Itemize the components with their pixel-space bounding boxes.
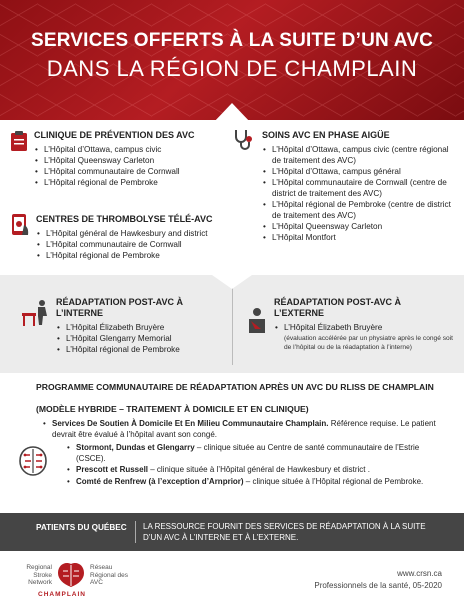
thrombolyse-block [36,214,236,261]
prevention-title: CLINIQUE DE PRÉVENTION DES AVC [34,130,195,140]
list-item: • L’Hôpital régional de Pembroke (centre de district de traitement des AVC) [262,199,458,221]
quebec-label: PATIENTS DU QUÉBEC [36,523,127,532]
inpatient-rehab-block [56,297,228,355]
list-item: • L’Hôpital d’Ottawa, campus général [262,166,458,177]
quebec-text: LA RESSOURCE FOURNIT DES SERVICES DE RÉADAPTATION À LA SUITE D’UN AVC À L’INTERNE ET À L’EXTERNE. [143,522,426,542]
inpatient-rehab-list [56,322,228,355]
logo-text-fr: Réseau Régional des AVC [90,564,128,586]
list-item: • L’Hôpital d’Ottawa, campus civic (centre régional de traitement des AVC) [262,144,458,166]
acute-care-list [262,144,458,243]
list-item [42,419,442,440]
quebec-divider [135,521,136,543]
list-item: • L’Hôpital Élizabeth Bruyère [56,322,228,333]
acute-care-block [262,130,458,243]
program-item-text: – clinique située à l’Hôpital régional de Pembroke. [243,476,424,486]
quebec-bar [0,513,464,551]
acute-services-section [0,120,464,275]
list-item: • L’Hôpital général de Hawkesbury and district [36,228,236,239]
list-item: • L’Hôpital régional de Pembroke [36,250,236,261]
outpatient-rehab-title-line1: RÉADAPTATION POST-AVC À [274,297,402,307]
section-notch [0,275,464,289]
list-item: • L’Hôpital Élizabeth Bruyère [274,322,458,333]
list-item: • L’Hôpital Queensway Carleton [262,221,458,232]
list-item: • L’Hôpital régional de Pembroke [34,177,224,188]
patient-bench-icon [22,299,52,327]
list-item: • L’Hôpital Glengarry Memorial [56,333,228,344]
outpatient-rehab-block [274,297,458,352]
program-item-text: Référence requise. Le patient devrait être évalué à l’hôpital avant son congé. [52,419,436,439]
logo-text-en: Regional Stroke Network [26,564,52,586]
footer [0,551,464,604]
program-item-text: – clinique située à l’Hôpital général de Hawkesbury et district . [148,465,370,474]
prevention-list [34,144,224,188]
list-item: • L’Hôpital communautaire de Cornwall [36,239,236,250]
acute-care-title: SOINS AVC EN PHASE AIGÜE [262,130,390,140]
inpatient-rehab-title-line1: RÉADAPTATION POST-AVC À [56,297,184,307]
footer-credit: Professionnels de la santé, 05-2020 [314,581,442,590]
program-item-text: – clinique située au Centre de santé communautaire de l’Estrie (CSCE). [76,443,420,463]
program-list-main [42,419,442,441]
program-item-bold: Services De Soutien À Domicile Et En Milieu Communautaire Champlain. [52,419,329,428]
header-title-line2: DANS LA RÉGION DE CHAMPLAIN [46,56,418,81]
list-item: • L’Hôpital communautaire de Cornwall (centre de district de traitement des AVC) [262,177,458,199]
list-item: • L’Hôpital Montfort [262,232,458,243]
thrombolyse-list [36,228,236,261]
outpatient-rehab-list [274,322,458,333]
list-item: • L’Hôpital Queensway Carleton [34,155,224,166]
prevention-block [34,130,224,188]
list-item: • L’Hôpital communautaire de Cornwall [34,166,224,177]
clipboard-icon [10,130,28,152]
community-program-section [0,373,464,511]
header-title-line1: SERVICES OFFERTS À LA SUITE D’UN AVC [30,30,434,51]
header-notch [0,100,464,122]
program-item-bold: Stormont, Dundas et Glengarry [76,443,195,452]
program-subtitle: (MODÈLE HYBRIDE – TRAITEMENT À DOMICILE ET EN CLINIQUE) [36,404,309,414]
person-sling-icon [246,307,268,333]
footer-url[interactable]: www.crsn.ca [397,569,442,578]
program-title: PROGRAMME COMMUNAUTAIRE DE RÉADAPTATION APRÈS UN AVC DU RLISS DE CHAMPLAIN [36,382,434,392]
network-logo-icon [56,561,86,589]
tablet-icon [10,213,30,237]
inpatient-rehab-title-line2: L’INTERNE [56,308,104,318]
program-item-bold: Prescott et Russell [76,465,149,474]
list-item: • L’Hôpital d’Ottawa, campus civic [34,144,224,155]
list-item [66,465,450,476]
outpatient-rehab-note: (évaluation accélérée par un physiatre après le congé soit de l’hôpital ou de la réadaptation à l’interne) [284,335,453,351]
section-divider [232,283,233,365]
program-list-sub [66,443,450,488]
list-item: • L’Hôpital régional de Pembroke [56,344,228,355]
brain-circuit-icon [16,445,50,477]
outpatient-rehab-title-line2: L’EXTERNE [274,308,325,318]
logo-region: CHAMPLAIN [38,591,86,598]
rehab-section [0,275,464,373]
list-item [66,443,450,464]
list-item [66,477,450,488]
program-item-bold: Comté de Renfrew (à l’exception d’Arnprior) [76,476,244,486]
stethoscope-icon [232,128,256,152]
thrombolyse-title: CENTRES DE THROMBOLYSE TÉLÉ-AVC [36,214,213,224]
